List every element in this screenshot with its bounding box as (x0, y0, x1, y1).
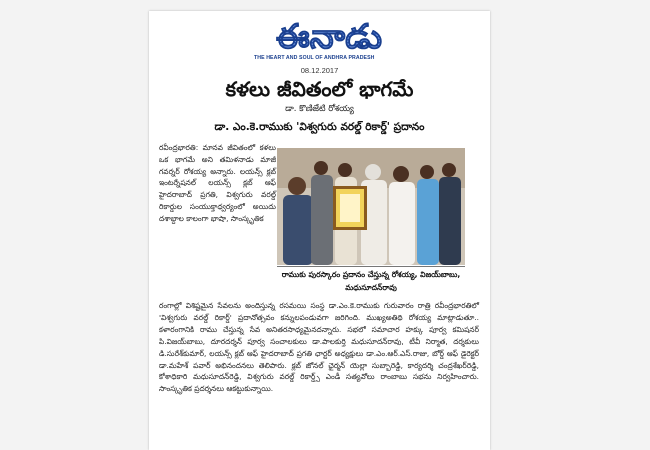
byline: డా. కొణిజేటి రోశయ్య (285, 104, 354, 114)
left-column-paragraph: రవీంద్రభారతి: మానవ జీవితంలో కళలు ఒక భాగమే అని తమిళనాడు మాజీ గవర్నర్ రోశయ్య అన్నారు. లయన్స్ క్లబ్ ఇంటర్నేషనల్ లయన్స్ క్లబ్ ఆఫ్ హైదరాబాద్ ప్రగతి, విశ్వగురు వరల్డ్ రికార్డుల సంయుక్తాధ్వర్యంలో అయిదు దశాబ్దాల కాలంగా భాషా, సాంస్కృతిక (159, 143, 276, 223)
article-body (159, 300, 479, 395)
award-photo (277, 148, 465, 265)
caption-divider (277, 266, 465, 267)
eenadu-logo (254, 15, 404, 55)
masthead (254, 15, 404, 59)
award-certificate (333, 186, 367, 230)
newspaper-clipping (149, 11, 490, 450)
photo-caption: రాముకు పురస్కారం ప్రదానం చేస్తున్న రోశయ్య, విజయ్‌బాబు, మధుసూదన్‌రావు (281, 270, 461, 292)
left-column-text (159, 142, 276, 225)
article-body-paragraph: రంగాల్లో విశిష్టమైన సేవలను అందిస్తున్న రసమయి సంస్థ డా.ఎం.కె.రాముకు గురువారం రాత్రి రవీంద్రభారతిలో 'విశ్వగురు వరల్డ్ రికార్డ్' ప్రదానోత్సవం కన్నులపండువగా జరిగింది. ముఖ్యఅతిథి రోశయ్య మాట్లాడుతూ.. కళారంగానికి రాము చేస్తున్న సేవ అనితరసాధ్యమైనదన్నారు. సభలో సమాచార హక్కు పూర్వ కమిషనర్ పి.విజయ్‌బాబు, దూరదర్శన్ పూర్వ సంచాలకులు డా.పాలకుర్తి మధుసూదన్‌రావు, టీవీ నిర్మాత, దర్శకులు డి.సురేశ్‌కుమార్, లయన్స్ క్లబ్ ఆఫ్ హైదరాబాద్ ప్రగతి ఛార్టర్ అధ్యక్షులు డా.ఎం.ఆర్.ఎస్.రాజు, బోర్డ్ ఆఫ్ డైరెక్టర్ డా.మహేశ్ పవార్ అభినందనలు తెలిపారు. క్లబ్ జోనల్ ఛైర్మన్ యెల్లా సుబ్బారెడ్డి, కార్యదర్శి చంద్రశేఖర్‌రెడ్డి, కోశాధికారి మధుసూదన్‌రెడ్డి, విశ్వగురు వరల్డ్ రికార్డ్స్ ఎండీ సత్యవోలు రాంబాబు సభను నిర్వహించారు. సాంస్కృతిక ప్రదర్శనలు ఆకట్టుకున్నాయి. (159, 301, 479, 394)
headline: కళలు జీవితంలో భాగమే (225, 77, 414, 101)
logo-text: ఈనాడు (275, 17, 383, 55)
masthead-tagline: THE HEART AND SOUL OF ANDHRA PRADESH (254, 55, 375, 61)
award-photo-illustration (277, 148, 465, 265)
subheadline: డా. ఎం.కె.రాముకు 'విశ్వగురు వరల్డ్ రికార్డ్' ప్రదానం (214, 121, 425, 133)
publication-date: 08.12.2017 (300, 66, 339, 75)
